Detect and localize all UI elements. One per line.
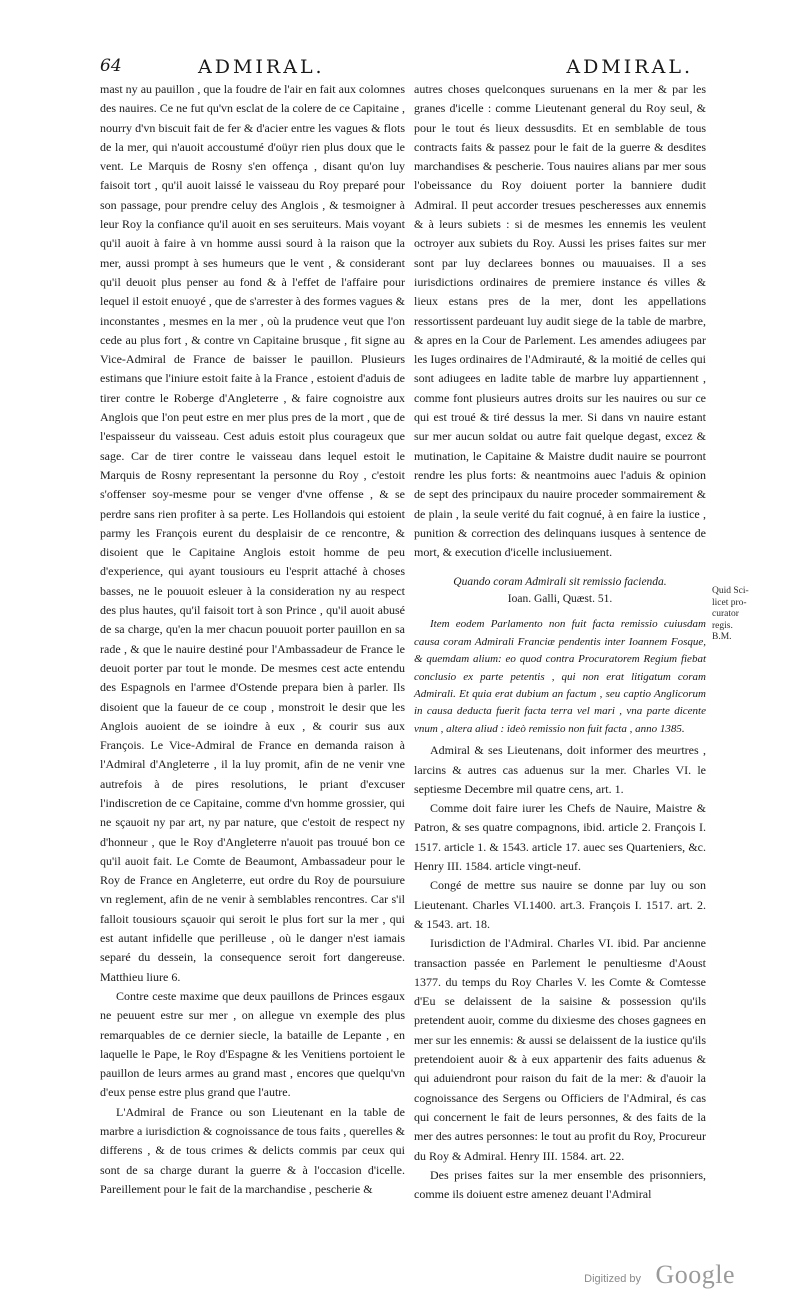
latin-paragraph: Item eodem Parlamento non fuit facta remissio cuiusdam causa coram Admirali Franciæ pendentis inter Ioannem Fosque, & quemdam alium: eo quod contra Procuratorem Regium fiebat conclusio ex parte petentis , qui non erat litigatum coram Admirali. Et quia erat dubium an factum , seu captio Anglicorum in causa deducta fuerit facta terra vel mari , vna parte dicente vnum , altera aliud : ideò remissio non fuit facta , anno 1385.	[414, 618, 706, 735]
left-paragraph-2: Contre ceste maxime que deux pauillons de Princes esgaux ne peuuent estre sur mer , on allegue vn exemple des plus remarquables de ce dernier siecle, la bataille de Lepante , en laquelle le Pape, le Roy d'Espagne & les Venitiens portoient le pauillon de leurs armes au grand mast , encores que quelqu'vn d'eux pense estre plus grand que l'autre.	[100, 988, 405, 1100]
running-head-right: ADMIRAL.	[566, 56, 693, 78]
right-paragraph-4: Congé de mettre sus nauire se donne par luy ou son Lieutenant. Charles VI.1400. art.3. François I. 1517. art. 2. & 1543. art. 18.	[414, 878, 706, 931]
page-header	[100, 56, 753, 82]
right-column	[414, 80, 706, 1204]
left-paragraph-1: mast ny au pauillon , que la foudre de l'air en fait aux colomnes des nauires. Ce ne fut qu'vn esclat de la colere de ce Capitaine , nourry d'vn biscuit fait de fer & d'acier entre les vagues & flots de la mer, qui n'auoit accoustumé d'oüyr rien plus doux que le vent. Le Marquis de Rosny s'en offença , disant qu'on luy faisoit tort , qu'il auoit laissé le vaisseau du Roy preparé pour son passage, pour prendre celuy des Anglois , & tesmoigner à leur Roy la confiance qu'il auoit en ses seruiteurs. Mais voyant qu'il auoit à faire à vn homme aussi sourd à la raison que la mer, aussi prompt à ses humeurs que le vent , & considerant qu'il deuoit plus penser au fond & à l'effet de l'affaire pour lequel il estoit enuoyé , que de s'arrester à des formes vagues & inconstantes , mesmes en la mer , où la prudence veut que l'on cede au plus fort , & contre vn Capitaine brusque , fit signe au Vice-Admiral de France de baisser le pauillon. Plusieurs estimans que l'iniure estoit faite à la France , estoient d'aduis de tirer contre le Roberge d'Angleterre , & faire cognoistre aux Anglois que l'on peut estre en mer plus pres de la mort , que de l'espaisseur du vaisseau. Cest aduis estoit plus courageux que sage. Car de tirer contre le vaisseau dans lequel estoit le Marquis de Rosny representant la personne du Roy , c'estoit s'offenser soy-mesme pour se venger d'vne offense , & se perdre sans rien profiter à sa perte. Les Hollandois qui estoient parmy les François eurent du desplaisir de ce rencontre, & disoient que le Capitaine Anglois estoit homme de peu d'experience, qui ayant tousiours eu l'esprit attaché à choses basses, ne le pouuoit esleuer à la consideration ny au respect des plus hautes, qu'il faisoit tort à son Prince , qu'il auoit abusé de sa charge, qu'en la mer chacun pouuoit porter pauillon en sa rade , & que le nauire destiné pour l'Ambassadeur de France le deuoit porter par tout le monde. De mesmes cest acte entendu des Espagnols en l'armee d'Ostende prepara bien à parler. Ils disoient que la faueur de ce coup , monstroit le desir que les Anglois auoient de se ioindre à eux , & courir sus aux François. Le Vice-Admiral de France en demanda raison à l'Admiral d'Angleterre , il la luy promit, afin de ne venir vne autrefois à de pires resolutions, le priant d'excuser l'indiscretion de ce Capitaine, comme d'vn homme grossier, qui ne sçauoit ny par art, ny par nature, que c'estoit de respect ny d'honneur , que le Roy d'Angleterre n'auoit pas trouué bon ce qu'il auoit fait. Le Comte de Beaumont, Ambassadeur pour le Roy de France en Angleterre, eut ordre du Roy de poursuiure vn reglement, afin de ne venir à semblables rencontres. Car s'il falloit tousiours sçauoir qui seroit le plus fort sur la mer , qui est autant infidelle que perilleuse , où le danger n'est iamais separé du dessein, la consequence seroit fort dangereuse. Matthieu liure 6.	[100, 82, 405, 984]
left-column	[100, 80, 405, 1199]
margin-note-line: licet pro-	[712, 597, 747, 608]
right-paragraph-5: Iurisdiction de l'Admiral. Charles VI. ibid. Par ancienne transaction passée en Parlement le penultiesme d'Aoust 1377. du temps du Roy Charles V. les Comte & Comtesse d'Eu se delaissent de la saisine & possession qu'ils pretendent auoir, comme du dixiesme des choses gagnees en mer sur les ennemis: & aussi se delaissent de la iustice qu'ils pretendoient auoir & à eux appartenir des faits aduenus & qui aduiendront pour raison du fait de la mer: & d'auoir la cognoissance des Sergens ou Officiers de l'Admiral, és cas qui concernent le fait de leurs personnes, & des faits de la mer des autres personnes: le tout au profit du Roy, Procureur du Roy & Admiral. Henry III. 1584. art. 22.	[414, 936, 706, 1163]
running-head-left: ADMIRAL.	[198, 56, 325, 78]
left-paragraph-3: L'Admiral de France ou son Lieutenant en la table de marbre a iurisdiction & cognoissance de tous faits , querelles & differens , & de tous crimes & delicts commis par ceux qui sont de sa charge durant la guerre & à l'occasion d'icelle. Pareillement pour le fait de la marchandise , pescherie &	[100, 1104, 405, 1196]
right-paragraph-2: Admiral & ses Lieutenans, doit informer des meurtres , larcins & autres cas aduenus sur la mer. Charles VI. le septiesme Decembre mil quatre cens, art. 1.	[414, 743, 706, 796]
page-number: 64	[100, 56, 122, 76]
digitized-by-text: Digitized by	[584, 1273, 641, 1285]
rubric-source: Ioan. Galli, Quæst. 51.	[507, 593, 613, 606]
margin-note-line: B.M.	[712, 632, 732, 642]
right-paragraph-6: Des prises faites sur la mer ensemble des prisonniers, comme ils doiuent estre amenez deuant l'Admiral	[414, 1167, 706, 1202]
margin-note-line: curator	[712, 609, 739, 619]
margin-note-line: regis.	[712, 620, 733, 631]
section-rubric: Quando coram Admirali sit remissio facienda.	[453, 576, 667, 589]
right-paragraph-3: Comme doit faire iurer les Chefs de Nauire, Maistre & Patron, & ses quatre compagnons, ibid. article 2. François I. 1517. article 1. & 1543. article 17. auec ses Quarteniers, &c. Henry III. 1584. article vingt-neuf.	[414, 801, 706, 874]
right-paragraph-1: autres choses quelconques suruenans en la mer & par les granes d'icelle : comme Lieutenant general du Roy seul, & pour le tout és lieux dessusdits. Et en semblable de tous contracts faits & passez pour le fait de la guerre & desdites marchandises & pescherie. Tous nauires alians par mer sous l'obeissance du Roy doiuent porter la banniere dudit Admiral. Il peut accorder tresues pescheresses aux ennemis & à leurs subiets : si de mesmes les ennemis les veulent octroyer aux subiets du Roy. Aussi les prises faites sur mer sont par luy declarees bonnes ou mauuaises. Il a ses iurisdictions ordinaires de premiere instance és villes & lieux estans pres de la mer, dont les appellations ressortissent pardeuant luy audit siege de la table de marbre, & apres en la Cour de Parlement. Les amendes adiugees par les Iuges ordinaires de l'Admirauté, & la moitié de celles qui sont adiugees en ladite table de marbre luy appartiennent , comme font plusieurs autres droits sur les nauires ou sur ce qui est troué & tiré dessus la mer. Si dans vn nauire estant sur mer aucun soldat ou autre fait quelque degast, excez & mutination, le Capitaine & Maistre dudit nauire se pourront rendre les plus forts: & neantmoins auec l'aduis & opinion de sept des principaux du nauire proceder sommairement & de plain , la seule verité du fait cognué, à en faire la iustice , punition & correction des delinquans iusques à sentence de mort, & execution d'icelle inclusiuement.	[414, 82, 706, 560]
margin-note	[712, 586, 784, 644]
margin-note-line: Quid Sci-	[712, 586, 749, 596]
google-logo: Google	[655, 1260, 735, 1289]
